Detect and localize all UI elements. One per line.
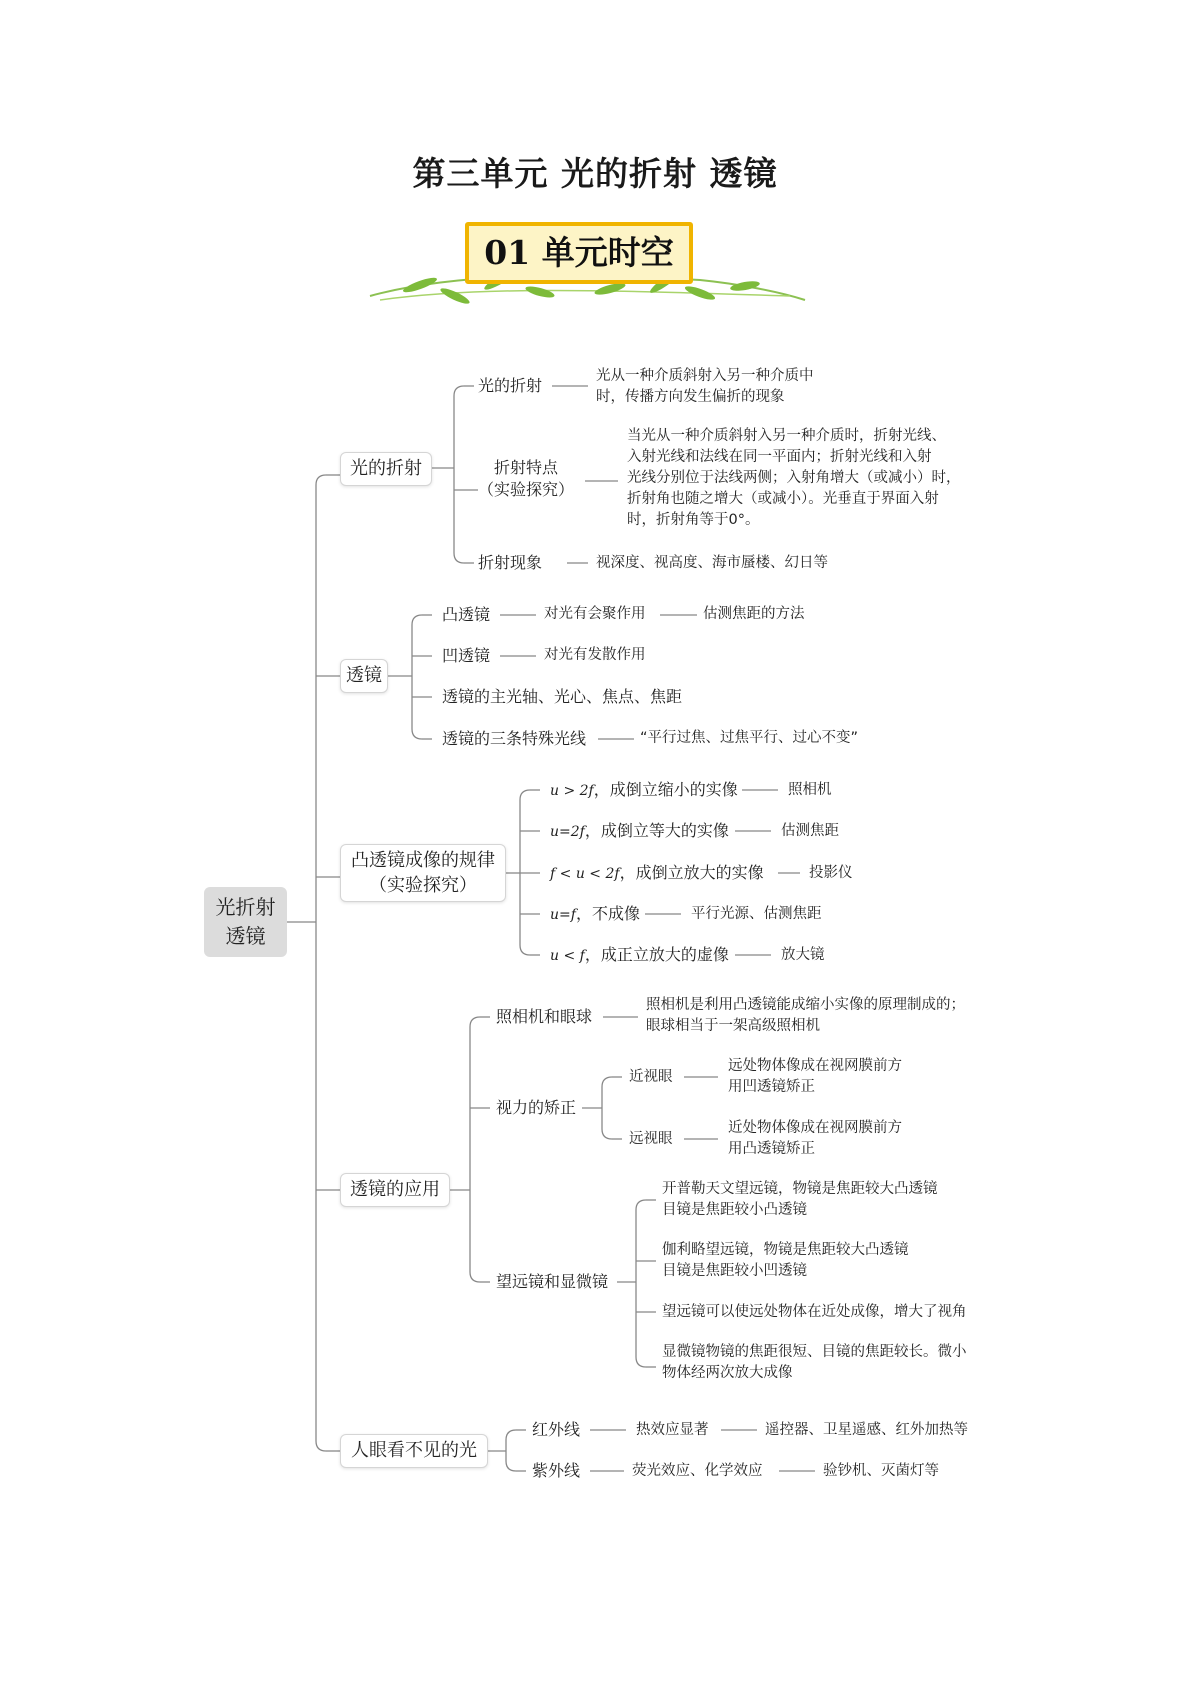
node-imaging-label-2: （实验探究）	[369, 875, 477, 896]
imaging-rule-1-condition: u > 2f	[550, 783, 594, 799]
myopia-text-2: 用凹透镜矫正	[728, 1079, 815, 1095]
refraction-def-text-1: 光从一种介质斜射入另一种介质中	[596, 368, 814, 384]
scope-item-2-line-2: 目镜是焦距较小凹透镜	[662, 1263, 807, 1279]
scope-item-4-line-2: 物体经两次放大成像	[662, 1365, 793, 1381]
refraction-feature-label-1: 折射特点	[494, 458, 559, 477]
root-line-2: 透镜	[225, 924, 266, 948]
imaging-rule-4-application: 平行光源、估测焦距	[691, 906, 822, 922]
imaging-rule-5-condition: u < f	[550, 948, 585, 964]
imaging-rule-4-description: ，不成像	[575, 904, 640, 923]
scope-item-1-line-1: 开普勒天文望远镜，物镜是焦距较大凸透镜	[662, 1181, 938, 1197]
refraction-feature-label-2: （实验探究）	[478, 480, 575, 499]
scope-item-1-line-2: 目镜是焦距较小凸透镜	[662, 1202, 807, 1218]
refraction-phenomenon-text: 视深度、视高度、海市蜃楼、幻日等	[596, 555, 828, 571]
page-title: 第三单元 光的折射 透镜	[412, 154, 778, 193]
root-line-1: 光折射	[215, 895, 276, 919]
imaging-rule-3-application: 投影仪	[809, 865, 853, 881]
infrared-effect: 热效应显著	[636, 1422, 709, 1438]
imaging-rule-5-description: ，成正立放大的虚像	[584, 945, 729, 964]
imaging-rule-5-application: 放大镜	[781, 947, 825, 963]
camera-eye-text-2: 眼球相当于一架高级照相机	[646, 1018, 820, 1034]
node-imaging-label-1: 凸透镜成像的规律	[351, 850, 495, 871]
lens-special-rays-text: “平行过焦、过焦平行、过心不变”	[640, 730, 859, 746]
refraction-feature-text-5: 时，折射角等于0°。	[627, 512, 760, 528]
convex-lens-effect: 对光有会聚作用	[544, 606, 646, 622]
camera-eye-label: 照相机和眼球	[496, 1007, 593, 1026]
infrared-label: 红外线	[532, 1420, 581, 1439]
imaging-rule-2-application: 估测焦距	[781, 823, 839, 839]
imaging-rule-1	[550, 779, 738, 802]
node-refraction-label: 光的折射	[350, 458, 422, 479]
refraction-def-label: 光的折射	[478, 376, 543, 395]
lens-terms: 透镜的主光轴、光心、焦点、焦距	[442, 687, 683, 706]
myopia-text-1: 远处物体像成在视网膜前方	[728, 1058, 902, 1074]
imaging-rule-2-condition: u=2f	[550, 824, 585, 840]
imaging-rule-3-description: ，成倒立放大的实像	[619, 863, 764, 882]
section-badge-label: 01 单元时空	[484, 233, 674, 272]
refraction-feature-text-3: 光线分别位于法线两侧；入射角增大（或减小）时，	[627, 470, 961, 486]
camera-eye-text-1: 照相机是利用凸透镜能成缩小实像的原理制成的；	[646, 997, 965, 1013]
telescope-microscope-label: 望远镜和显微镜	[496, 1272, 609, 1291]
lens-special-rays-label: 透镜的三条特殊光线	[442, 729, 587, 748]
ultraviolet-label: 紫外线	[532, 1461, 581, 1480]
refraction-feature-text-4: 折射角也随之增大（或减小）。光垂直于界面入射	[627, 491, 939, 507]
node-lens-label: 透镜	[346, 665, 382, 686]
node-invisible-light-label: 人眼看不见的光	[351, 1440, 477, 1461]
scope-item-2-line-1: 伽利略望远镜，物镜是焦距较大凸透镜	[662, 1242, 909, 1258]
hyperopia-label: 远视眼	[629, 1131, 673, 1147]
scope-item-3-line-1: 望远镜可以使远处物体在近处成像，增大了视角	[662, 1304, 967, 1320]
ultraviolet-effect: 荧光效应、化学效应	[632, 1463, 763, 1479]
scope-item-4-line-1: 显微镜物镜的焦距很短、目镜的焦距较长。微小	[662, 1344, 967, 1360]
convex-lens-method: 估测焦距的方法	[703, 606, 805, 622]
concave-lens-label: 凹透镜	[442, 646, 491, 665]
node-lens-application-label: 透镜的应用	[350, 1179, 440, 1200]
convex-lens-label: 凸透镜	[442, 605, 491, 624]
imaging-rule-3-condition: f < u < 2f	[550, 866, 620, 882]
ultraviolet-use: 验钞机、灭菌灯等	[823, 1463, 939, 1479]
imaging-rule-4	[550, 903, 640, 926]
imaging-rule-1-application: 照相机	[788, 782, 832, 798]
refraction-def-text-2: 时，传播方向发生偏折的现象	[596, 389, 785, 405]
imaging-rule-3	[550, 862, 764, 885]
refraction-feature-text-2: 入射光线和法线在同一平面内；折射光线和入射	[627, 449, 932, 465]
imaging-rule-2-description: ，成倒立等大的实像	[584, 821, 729, 840]
imaging-rule-1-description: ，成倒立缩小的实像	[593, 780, 738, 799]
root-node	[204, 887, 287, 957]
node-refraction	[340, 452, 432, 486]
hyperopia-text-2: 用凸透镜矫正	[728, 1141, 815, 1157]
node-invisible-light	[340, 1434, 488, 1468]
concave-lens-effect: 对光有发散作用	[544, 647, 646, 663]
imaging-rule-5	[550, 944, 729, 967]
node-lens	[340, 659, 388, 693]
hyperopia-text-1: 近处物体像成在视网膜前方	[728, 1120, 902, 1136]
refraction-feature-text-1: 当光从一种介质斜射入另一种介质时，折射光线、	[627, 428, 946, 444]
myopia-label: 近视眼	[629, 1069, 673, 1085]
vision-correction-label: 视力的矫正	[496, 1098, 577, 1117]
refraction-phenomenon-label: 折射现象	[478, 553, 543, 572]
infrared-use: 遥控器、卫星遥感、红外加热等	[765, 1422, 968, 1438]
imaging-rule-4-condition: u=f	[550, 907, 576, 923]
node-imaging-rules	[340, 844, 506, 902]
imaging-rule-2	[550, 820, 729, 843]
node-lens-application	[340, 1173, 450, 1207]
